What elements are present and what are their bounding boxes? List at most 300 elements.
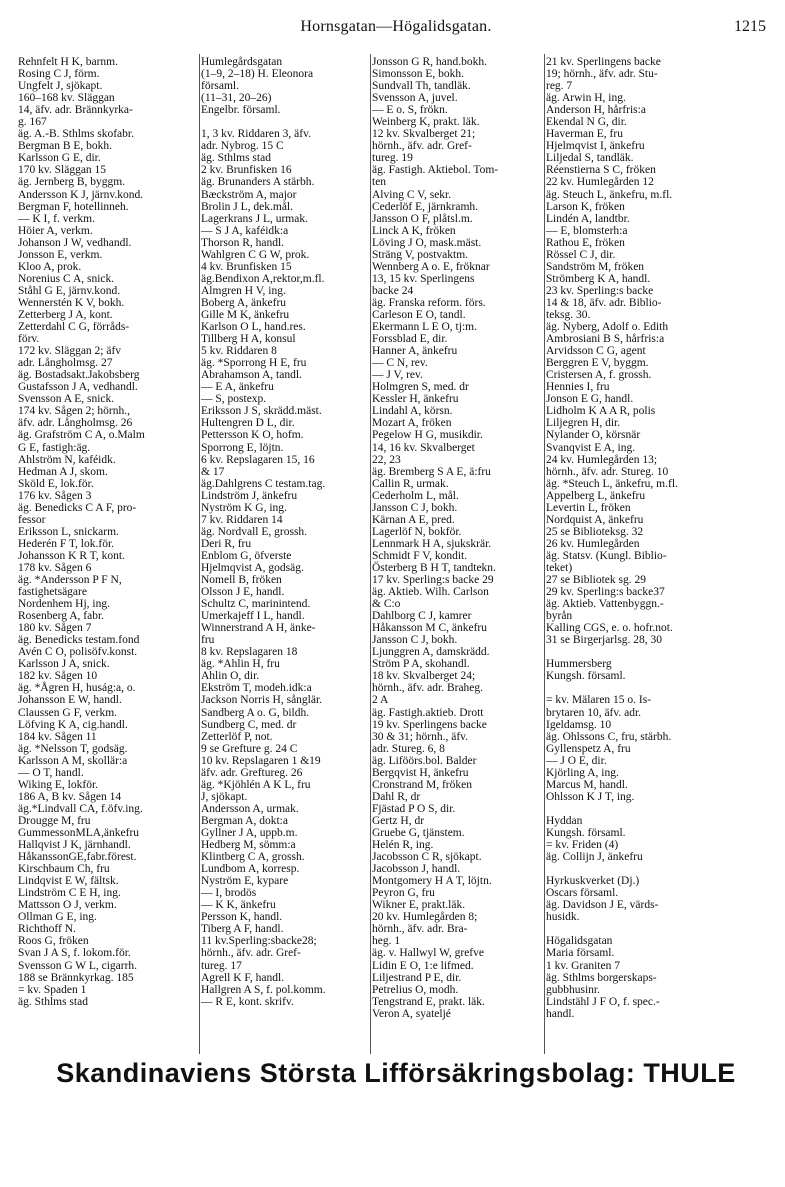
directory-line: Tengstrand E, prakt. läk. xyxy=(372,995,485,1008)
directory-line: Engelbr. församl. xyxy=(201,104,281,117)
directory-line: Mozart A, fröken xyxy=(372,417,452,430)
directory-line: & 17 xyxy=(201,465,225,478)
directory-line: äg. v. Hallwyl W, grefve xyxy=(372,947,484,960)
directory-line: Thorson R, handl. xyxy=(201,236,285,249)
directory-line: Svensson A E, snick. xyxy=(18,393,115,406)
directory-line: Lindstähl J F O, f. spec.- xyxy=(546,995,660,1008)
directory-line: Jackson Norris H, sånglär. xyxy=(201,694,323,707)
directory-line: Levertin L, fröken xyxy=(546,501,631,514)
directory-line: — J V, rev. xyxy=(372,369,423,382)
directory-line: äg. Steuch L, änkefru, m.fl. xyxy=(546,188,673,201)
directory-line xyxy=(546,863,774,875)
directory-line: (11–31, 20–26) xyxy=(201,92,272,105)
directory-line: Håkansson M C, änkefru xyxy=(372,622,487,635)
directory-line: äg. *Ahlin H, fru xyxy=(201,658,280,671)
directory-line: Fjästad P O S, dir. xyxy=(372,802,456,815)
directory-line: Hyrkuskverket (Dj.) xyxy=(546,875,640,888)
directory-line: Sporrong E, löjtn. xyxy=(201,441,284,454)
directory-line: Ungfelt J, sjökapt. xyxy=(18,80,103,93)
directory-line: 176 kv. Sågen 3 xyxy=(18,489,92,502)
directory-line xyxy=(546,923,774,935)
directory-line: Svensson G W L, cigarrh. xyxy=(18,959,138,972)
directory-line: Ljunggren A, damskrädd. xyxy=(372,646,490,659)
directory-line: Hedberg M, sömm:a xyxy=(201,839,296,852)
directory-line: handl. xyxy=(546,1007,575,1020)
directory-line: 2 kv. Brunfisken 16 xyxy=(201,164,292,177)
directory-line: 1, 3 kv. Riddaren 3, äfv. xyxy=(201,128,311,141)
directory-line: Helén R, ing. xyxy=(372,839,434,852)
directory-line: Lindahl A, körsn. xyxy=(372,405,453,418)
directory-line: Hyddan xyxy=(546,814,583,827)
directory-line: Agrell K F, handl. xyxy=(201,971,285,984)
directory-line xyxy=(546,646,774,658)
directory-line: 186 A, B kv. Sågen 14 xyxy=(18,790,122,803)
directory-line: Lagerlöf N, bokför. xyxy=(372,525,462,538)
directory-line: 11 kv.Sperling:sbacke28; xyxy=(201,935,317,948)
directory-line: 184 kv. Sågen 11 xyxy=(18,730,97,743)
directory-line: 30 & 31; hörnh., äfv. xyxy=(372,730,469,743)
directory-line: 6 kv. Repslagaren 15, 16 xyxy=(201,453,315,466)
directory-line: Richthoff N. xyxy=(18,923,76,936)
directory-line: — R E, kont. skrifv. xyxy=(201,995,294,1008)
directory-line: 10 kv. Repslagaren 1 &19 xyxy=(201,754,321,767)
directory-line: Enblom G, öfverste xyxy=(201,549,292,562)
directory-line: Drougge M, fru xyxy=(18,814,91,827)
directory-column-3 xyxy=(372,56,544,1056)
directory-line: Nordquist A, änkefru xyxy=(546,513,644,526)
directory-column-4 xyxy=(546,56,774,1056)
directory-line: Pettersson K O, hofm. xyxy=(201,429,304,442)
directory-line: 1 kv. Graniten 7 xyxy=(546,959,620,972)
directory-line: Kungsh. församl. xyxy=(546,827,626,839)
directory-line: Jonson E G, handl. xyxy=(546,393,634,406)
directory-line: Deri R, fru xyxy=(201,537,252,550)
directory-line: Karlsson A M, skollär:a xyxy=(18,754,128,767)
directory-line: äg. Arwin H, ing. xyxy=(546,92,626,105)
directory-line: Jansson O F, plåtsl.m. xyxy=(372,212,473,225)
directory-line: fessor xyxy=(18,513,46,526)
directory-line: Ahlström N, kaféidk. xyxy=(18,453,116,466)
directory-line: Ström P A, skohandl. xyxy=(372,658,470,671)
directory-line: Eriksson J S, skrädd.mäst. xyxy=(201,405,322,418)
directory-line: 12 kv. Skvalberget 21; xyxy=(372,128,476,141)
directory-line: Jacobsson J, handl. xyxy=(372,863,461,876)
directory-line: Umerkajeff I L, handl. xyxy=(201,610,305,623)
directory-line: Ahlin O, dir. xyxy=(201,670,260,683)
directory-line xyxy=(546,803,774,815)
directory-line: 178 kv. Sågen 6 xyxy=(18,561,92,574)
directory-line: teksg. 30. xyxy=(546,308,591,321)
directory-line: = kv. Spaden 1 xyxy=(18,983,87,996)
directory-line: 29 kv. Sperling:s backe37 xyxy=(546,586,665,599)
directory-line: Löving J O, mask.mäst. xyxy=(372,236,482,249)
directory-line: Ambrosiani B S, hårfris:a xyxy=(546,333,665,346)
directory-line: Arvidsson C G, agent xyxy=(546,345,646,358)
directory-line: Weinberg K, prakt. läk. xyxy=(372,116,480,129)
directory-line: 24 kv. Humlegården 13; xyxy=(546,453,658,466)
directory-line: Rosing C J, förm. xyxy=(18,68,100,81)
directory-line: hörnh., äfv. adr. Stureg. 10 xyxy=(546,465,669,478)
directory-line: tureg. 19 xyxy=(372,152,413,165)
page-number: 1215 xyxy=(734,18,766,35)
directory-line: Marcus M, handl. xyxy=(546,778,628,791)
directory-line: Hultengren D L, dir. xyxy=(201,417,295,430)
directory-line: 25 se Biblioteksg. 32 xyxy=(546,525,644,538)
directory-line: församl. xyxy=(201,80,240,93)
directory-line: Lagerkrans J L, urmak. xyxy=(201,212,308,225)
directory-line: Zetterlöf P, not. xyxy=(201,730,273,743)
directory-line: Ståhl G E, järnv.kond. xyxy=(18,284,121,297)
directory-line xyxy=(546,682,774,694)
directory-line: husidk. xyxy=(546,911,580,924)
directory-line: Mattsson O J, verkm. xyxy=(18,899,117,912)
directory-line: Höier A, verkm. xyxy=(18,224,93,237)
directory-line: — E o. S, frökn. xyxy=(372,104,448,117)
directory-line: Svensson A, juvel. xyxy=(372,92,458,105)
directory-line: Rathou E, fröken xyxy=(546,236,625,249)
directory-line: Liljestrand P E, dir. xyxy=(372,971,462,984)
directory-line: Liljedal S, tandläk. xyxy=(546,152,634,165)
directory-line: 182 kv. Sågen 10 xyxy=(18,670,98,683)
directory-line: — I, brodös xyxy=(201,887,257,900)
directory-line xyxy=(201,116,371,128)
directory-line: Ollman G E, ing. xyxy=(18,911,97,924)
directory-line: Eriksson L, snickarm. xyxy=(18,525,119,538)
directory-line: Rosenberg A, fabr. xyxy=(18,610,105,623)
directory-line: Almgren H V, ing. xyxy=(201,284,286,297)
directory-line: Peyron G, fru xyxy=(372,887,435,900)
directory-line: Dahl R, dr xyxy=(372,790,421,803)
directory-line: äg. Franska reform. förs. xyxy=(372,296,486,309)
directory-line: äg. Nyberg, Adolf o. Edith xyxy=(546,321,669,334)
directory-line: Dahlborg C J, kamrer xyxy=(372,610,472,623)
directory-line: Jansson C J, bokh. xyxy=(372,501,458,514)
directory-line: Veron A, syateljé xyxy=(372,1007,451,1020)
directory-line: hörnh., äfv. adr. Gref- xyxy=(372,140,472,153)
directory-line: reg. 7 xyxy=(546,80,573,93)
directory-line: äg. Sthlms stad xyxy=(201,152,271,165)
directory-line: 188 se Brännkyrkag. 185 xyxy=(18,971,134,984)
directory-line: Johansson K R T, kont. xyxy=(18,549,125,562)
directory-line: — E, blomsterh:a xyxy=(546,224,628,237)
directory-line: Bæckström A, major xyxy=(201,188,297,201)
directory-line: Callin R, urmak. xyxy=(372,477,449,490)
directory-line: Lindén A, landtbr. xyxy=(546,212,630,225)
directory-line: 14, 16 kv. Skvalberget xyxy=(372,441,475,454)
directory-line: Schmidt F V, kondit. xyxy=(372,549,468,562)
directory-line: Karlson O L, hand.res. xyxy=(201,321,306,334)
directory-line: Haverman E, fru xyxy=(546,128,623,141)
directory-line: Kungsh. församl. xyxy=(546,670,626,683)
directory-line: äg. Ohlssons C, fru, stärbh. xyxy=(546,730,672,743)
directory-line: 170 kv. Släggan 15 xyxy=(18,164,107,177)
directory-line: Löfving K A, cig.handl. xyxy=(18,718,128,731)
directory-line: Hallqvist J K, järnhandl. xyxy=(18,839,131,852)
directory-line: Nyström K G, ing. xyxy=(201,501,287,514)
directory-line: Johansson E W, handl. xyxy=(18,694,122,707)
directory-line: 18 kv. Skvalberget 24; xyxy=(372,670,476,683)
directory-line: Nylander O, körsnär xyxy=(546,429,641,442)
directory-line: Abrahamson A, tandl. xyxy=(201,369,302,382)
directory-line: hörnh., äfv. adr. Bra- xyxy=(372,923,468,936)
directory-columns xyxy=(18,56,774,1056)
directory-line: = kv. Mälaren 15 o. Is- xyxy=(546,694,652,707)
directory-line: Berggren E V, byggm. xyxy=(546,357,649,370)
directory-line: äg. Aktieb. Wilh. Carlson xyxy=(372,586,489,599)
directory-line: J, sjökapt. xyxy=(201,790,248,803)
directory-line: äg. Nordvall E, grossh. xyxy=(201,525,308,538)
directory-line: Anderson H, hårfris:a xyxy=(546,104,646,117)
directory-line: Oscars församl. xyxy=(546,887,619,900)
directory-line: Svanqvist E A, ing. xyxy=(546,441,636,454)
directory-page xyxy=(18,18,774,1168)
directory-line: Tillberg H A, konsul xyxy=(201,333,296,346)
directory-line: äg. Fastigh.aktieb. Drott xyxy=(372,706,484,719)
directory-line: äfv. adr. Greftureg. 26 xyxy=(201,766,303,779)
directory-line: äg. Collijn J, änkefru xyxy=(546,851,643,864)
directory-line: Lindström C E H, ing. xyxy=(18,887,121,900)
directory-line: förv. xyxy=(18,333,40,346)
directory-line: Lindström J, änkefru xyxy=(201,489,298,502)
directory-line: Jonsson G R, hand.bokh. xyxy=(372,56,488,68)
directory-line: 22, 23 xyxy=(372,453,401,466)
directory-line: Sundberg C, med. dr xyxy=(201,718,297,731)
directory-line: G E, fastigh:äg. xyxy=(18,441,91,454)
directory-line: Ekermann L E O, tj:m. xyxy=(372,321,477,334)
directory-line: äg.Dahlgrens C testam.tag. xyxy=(201,477,326,490)
directory-line: 172 kv. Släggan 2; äfv xyxy=(18,345,122,358)
directory-line: 17 kv. Sperling:s backe 29 xyxy=(372,574,494,587)
directory-line: Zetterdahl C G, förråds- xyxy=(18,321,130,334)
directory-line: äg. Benedicks C A F, pro- xyxy=(18,501,137,514)
directory-line: Claussen G F, verkm. xyxy=(18,706,118,719)
directory-line: — K I, f. verkm. xyxy=(18,212,95,225)
directory-line: Högalidsgatan xyxy=(546,935,613,948)
directory-line: fru xyxy=(201,634,215,647)
directory-line: äg. *Ågren H, huság:a, o. xyxy=(18,682,136,695)
directory-line: Strömberg K A, handl. xyxy=(546,272,651,285)
directory-line: Forssblad E, dir. xyxy=(372,333,448,346)
directory-line: (1–9, 2–18) H. Eleonora xyxy=(201,68,314,81)
directory-line: Kjörling A, ing. xyxy=(546,766,619,779)
directory-line: Igeldamsg. 10 xyxy=(546,718,612,731)
directory-line: GummessonMLA,änkefru xyxy=(18,827,140,839)
directory-line: Ohlsson K J T, ing. xyxy=(546,790,635,803)
directory-line: Jonsson E, verkm. xyxy=(18,248,103,261)
directory-line: Lidin E O, 1:e lifmed. xyxy=(372,959,474,972)
directory-line: Wennerstén K V, bokh. xyxy=(18,296,125,309)
directory-line: Bergman B E, bokh. xyxy=(18,140,113,153)
directory-line: Andersson K J, järnv.kond. xyxy=(18,188,144,201)
directory-line: Humlegårdsgatan xyxy=(201,56,283,68)
directory-line: Tiberg A F, handl. xyxy=(201,923,284,936)
directory-line: — K K, änkefru xyxy=(201,899,276,912)
directory-line: äg. Grafström C A, o.Malm xyxy=(18,429,145,442)
directory-line: — E A, änkefru xyxy=(201,381,274,394)
directory-line: Kärnan A E, pred. xyxy=(372,513,455,526)
directory-line: — J O E, dir. xyxy=(546,754,607,767)
directory-line: Sköld E, lok.för. xyxy=(18,477,94,490)
directory-line: äg.*Lindvall CA, f.öfv.ing. xyxy=(18,802,143,815)
directory-line: — O T, handl. xyxy=(18,766,84,779)
directory-line: Carleson E O, tandl. xyxy=(372,308,466,321)
directory-line: 180 kv. Sågen 7 xyxy=(18,622,92,635)
directory-line: Petrelius O, modh. xyxy=(372,983,459,996)
directory-line: Gyllenspetz A, fru xyxy=(546,742,631,755)
directory-line: Cronstrand M, fröken xyxy=(372,778,472,791)
directory-line: äg. *Andersson P F N, xyxy=(18,574,122,587)
directory-line: 23 kv. Sperling:s backe xyxy=(546,284,654,297)
directory-line: äg. A.-B. Sthlms skofabr. xyxy=(18,128,134,141)
directory-line: Svan J A S, f. lokom.för. xyxy=(18,947,131,960)
directory-line: Cristersen A, f. grossh. xyxy=(546,369,652,382)
directory-line: Lindqvist E W, fältsk. xyxy=(18,875,119,888)
directory-line: 22 kv. Humlegården 12 xyxy=(546,176,654,189)
directory-line: Avén C O, polisöfv.konst. xyxy=(18,646,138,659)
directory-line: Roos G, fröken xyxy=(18,935,89,948)
directory-line: Réenstierna S C, fröken xyxy=(546,164,656,177)
directory-line: Wahlgren C G W, prok. xyxy=(201,248,310,261)
directory-line: — S, postexp. xyxy=(201,393,267,406)
directory-line: Nyström E, kypare xyxy=(201,875,289,888)
directory-line: Cederholm L, mål. xyxy=(372,489,459,502)
directory-line: 27 se Bibliotek sg. 29 xyxy=(546,574,646,587)
directory-line: adr. Stureg. 6, 8 xyxy=(372,742,445,755)
directory-line: Hallgren A S, f. pol.komm. xyxy=(201,983,326,996)
directory-line: Boberg A, änkefru xyxy=(201,296,287,309)
directory-line: gubbhusinr. xyxy=(546,983,600,996)
directory-line: byrån xyxy=(546,610,573,623)
directory-line: Simonsson E, bokh. xyxy=(372,68,465,81)
directory-line: 2 A xyxy=(372,694,389,707)
directory-line: Wikner E, prakt.läk. xyxy=(372,899,466,912)
directory-line: 21 kv. Sperlingens backe xyxy=(546,56,661,68)
directory-line: Klintberg C A, grossh. xyxy=(201,851,305,864)
directory-line: Österberg B H T, tandtekn. xyxy=(372,561,496,574)
directory-line: Kalling CGS, e. o. hofr.not. xyxy=(546,622,673,635)
directory-line: fastighetsägare xyxy=(18,586,87,599)
directory-line: 7 kv. Riddaren 14 xyxy=(201,513,283,526)
directory-line: Bergman F, hotellinneh. xyxy=(18,200,129,213)
directory-line: Hjelmqvist A, godsäg. xyxy=(201,561,304,574)
directory-line: Lennmark H A, sjukskrär. xyxy=(372,537,492,550)
directory-line: Hanner A, änkefru xyxy=(372,345,458,358)
directory-line: heg. 1 xyxy=(372,935,401,948)
directory-line: Bergqvist H, änkefru xyxy=(372,766,469,779)
directory-line: äg. Benedicks testam.fond xyxy=(18,634,140,647)
directory-line: äg. Bremberg S A E, ä:fru xyxy=(372,465,491,478)
directory-line: äg. Bostadsakt.Jakobsberg xyxy=(18,369,140,382)
directory-line: Brolin J L, dek.mål. xyxy=(201,200,293,213)
directory-line: Gustafsson J A, vedhandl. xyxy=(18,381,138,394)
directory-line: g. 167 xyxy=(18,116,47,129)
directory-line: Kloo A, prok. xyxy=(18,260,82,273)
directory-line: Gyllner J A, uppb.m. xyxy=(201,827,298,839)
directory-line: & C:o xyxy=(372,598,401,611)
directory-line: äg. Statsv. (Kungl. Biblio- xyxy=(546,549,667,562)
directory-line: Gruebe G, tjänstem. xyxy=(372,827,465,839)
directory-line: Linck A K, fröken xyxy=(372,224,456,237)
directory-line: Larson K, fröken xyxy=(546,200,625,213)
directory-line: Lundbom A, korresp. xyxy=(201,863,300,876)
directory-line: äg. *Sporrong H E, fru xyxy=(201,357,307,370)
directory-line: äg. Sthlms stad xyxy=(18,995,88,1008)
directory-line: Karlsson J A, snick. xyxy=(18,658,110,671)
page-header xyxy=(18,18,774,42)
directory-line: 13, 15 kv. Sperlingens xyxy=(372,272,475,285)
directory-line: Persson K, handl. xyxy=(201,911,283,924)
directory-line: = kv. Friden (4) xyxy=(546,839,619,852)
directory-line: Hummersberg xyxy=(546,658,612,671)
directory-line: Sandberg A o. G, bildh. xyxy=(201,706,310,719)
directory-line: 5 kv. Riddaren 8 xyxy=(201,345,277,358)
directory-line: Andersson A, urmak. xyxy=(201,802,299,815)
directory-line: 8 kv. Repslagaren 18 xyxy=(201,646,298,659)
directory-line: 174 kv. Sågen 2; hörnh., xyxy=(18,405,131,418)
directory-line: äg. Davidson J E, värds- xyxy=(546,899,659,912)
directory-line: äg. Liföörs.bol. Balder xyxy=(372,754,477,767)
directory-line: Sundvall Th, tandläk. xyxy=(372,80,471,93)
directory-line: Rehnfelt H K, barnm. xyxy=(18,56,118,68)
directory-line: Bergman A, dokt:a xyxy=(201,814,288,827)
directory-line: 20 kv. Humlegården 8; xyxy=(372,911,478,924)
directory-line: Ekendal N G, dir. xyxy=(546,116,627,129)
directory-line: 14, äfv. adr. Brännkyrka- xyxy=(18,104,133,117)
footer-advert: Skandinaviens Största Lifförsäkringsbolag: THULE xyxy=(56,1058,736,1088)
directory-line: Wennberg A o. E, fröknar xyxy=(372,260,490,273)
directory-line: Hedman A J, skom. xyxy=(18,465,108,478)
directory-line: Hjelmqvist I, änkefru xyxy=(546,140,645,153)
directory-line: äg. Aktieb. Vattenbyggn.- xyxy=(546,598,664,611)
directory-line: äfv. adr. Långholmsg. 26 xyxy=(18,417,133,430)
directory-line: Holmgren S, med. dr xyxy=(372,381,469,394)
directory-line: Rössel C J, dir. xyxy=(546,248,616,261)
directory-line: Liljegren H, dir. xyxy=(546,417,621,430)
directory-line: äg. *Kjöhlén A K L, fru xyxy=(201,778,311,791)
directory-line: äg. Jernberg B, byggm. xyxy=(18,176,126,189)
directory-line: Johanson J W, vedhandl. xyxy=(18,236,132,249)
directory-line: Cederlöf E, järnkramh. xyxy=(372,200,479,213)
directory-line: teket) xyxy=(546,561,573,574)
directory-line: adr. Långholmsg. 27 xyxy=(18,357,113,370)
directory-line: Alving C V, sekr. xyxy=(372,188,452,201)
directory-line: Jansson C J, bokh. xyxy=(372,634,458,647)
directory-line: Nordenhem Hj, ing. xyxy=(18,598,110,611)
directory-line: Gille M K, änkefru xyxy=(201,308,290,321)
directory-line: Hederén F T, lok.för. xyxy=(18,537,115,550)
directory-line: äg. *Nelsson T, godsäg. xyxy=(18,742,128,755)
directory-line: Appelberg L, änkefru xyxy=(546,489,646,502)
directory-line: äg. Fastigh. Aktiebol. Tom- xyxy=(372,164,499,177)
directory-line: Montgomery H A T, löjtn. xyxy=(372,875,492,888)
directory-line: 9 se Grefture g. 24 C xyxy=(201,742,298,755)
directory-line: Kirschbaum Ch, fru xyxy=(18,863,110,876)
directory-column-2 xyxy=(201,56,371,1056)
directory-line: Schultz C, marinintend. xyxy=(201,598,311,611)
directory-line: adr. Nybrog. 15 C xyxy=(201,140,284,153)
directory-line: Pegelow H G, musikdir. xyxy=(372,429,483,442)
directory-line: Wiking E, lokför. xyxy=(18,778,99,791)
directory-line: Winnerstrand A H, änke- xyxy=(201,622,316,635)
directory-line: 14 & 18, äfv. adr. Biblio- xyxy=(546,296,662,309)
directory-line: Maria församl. xyxy=(546,947,615,960)
directory-line: Norenius C A, snick. xyxy=(18,272,115,285)
directory-line: äg. Brunanders A stärbh. xyxy=(201,176,315,189)
directory-column-1 xyxy=(18,56,198,1056)
directory-line: ten xyxy=(372,176,387,189)
directory-line: backe 24 xyxy=(372,284,414,297)
directory-line: Hennies I, fru xyxy=(546,381,610,394)
